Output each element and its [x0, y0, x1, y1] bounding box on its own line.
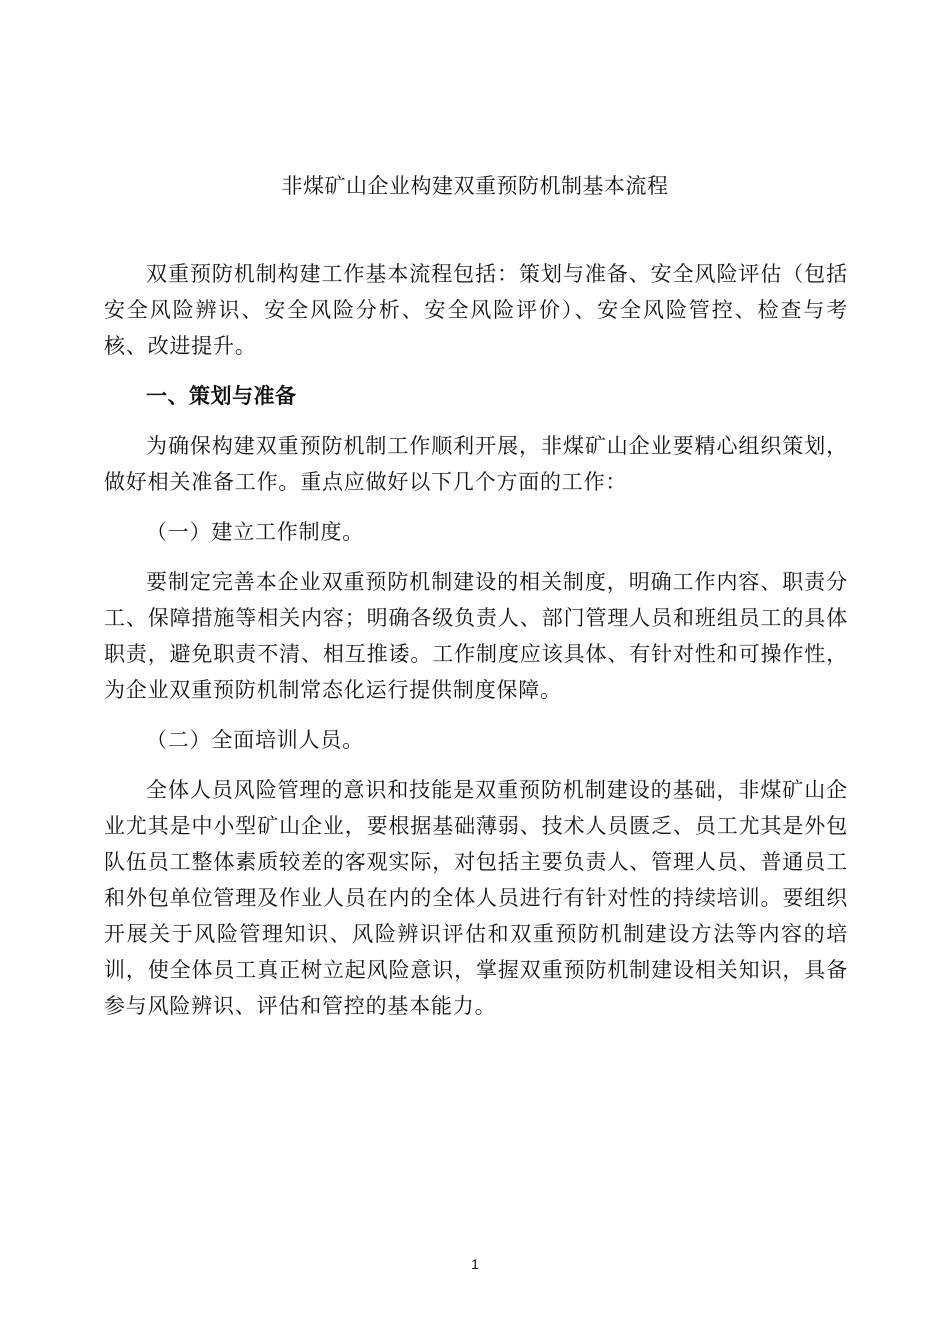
- document-body: [104, 256, 848, 1038]
- intro-paragraph: 双重预防机制构建工作基本流程包括：策划与准备、安全风险评估（包括安全风险辨识、安全风险分析、安全风险评价）、安全风险管控、检查与考核、改进提升。: [104, 262, 848, 358]
- document-title: 非煤矿山企业构建双重预防机制基本流程: [281, 174, 669, 198]
- section-intro-paragraph: 为确保构建双重预防机制工作顺利开展，非煤矿山企业要精心组织策划，做好相关准备工作。重点应做好以下几个方面的工作：: [104, 434, 848, 494]
- page-number: 1: [471, 1256, 479, 1272]
- subsection-heading-2: （二）全面培训人员。: [146, 728, 364, 752]
- subsection-paragraph-1: 要制定完善本企业双重预防机制建设的相关制度，明确工作内容、职责分工、保障措施等相关内容；明确各级负责人、部门管理人员和班组员工的具体职责，避免职责不清、相互推诿。工作制度应该具体、有针对性和可操作性，为企业双重预防机制常态化运行提供制度保障。: [104, 570, 848, 702]
- subsection-paragraph-2: 全体人员风险管理的意识和技能是双重预防机制建设的基础，非煤矿山企业尤其是中小型矿山企业，要根据基础薄弱、技术人员匮乏、员工尤其是外包队伍员工整体素质较差的客观实际，对包括主要负责人、管理人员、普通员工和外包单位管理及作业人员在内的全体人员进行有针对性的持续培训。要组织开展关于风险管理知识、风险辨识评估和双重预防机制建设方法等内容的培训，使全体员工真正树立起风险意识，掌握双重预防机制建设相关知识，具备参与风险辨识、评估和管控的基本能力。: [104, 778, 848, 1018]
- section-heading: 一、策划与准备: [146, 384, 297, 408]
- subsection-heading-1: （一）建立工作制度。: [146, 520, 364, 544]
